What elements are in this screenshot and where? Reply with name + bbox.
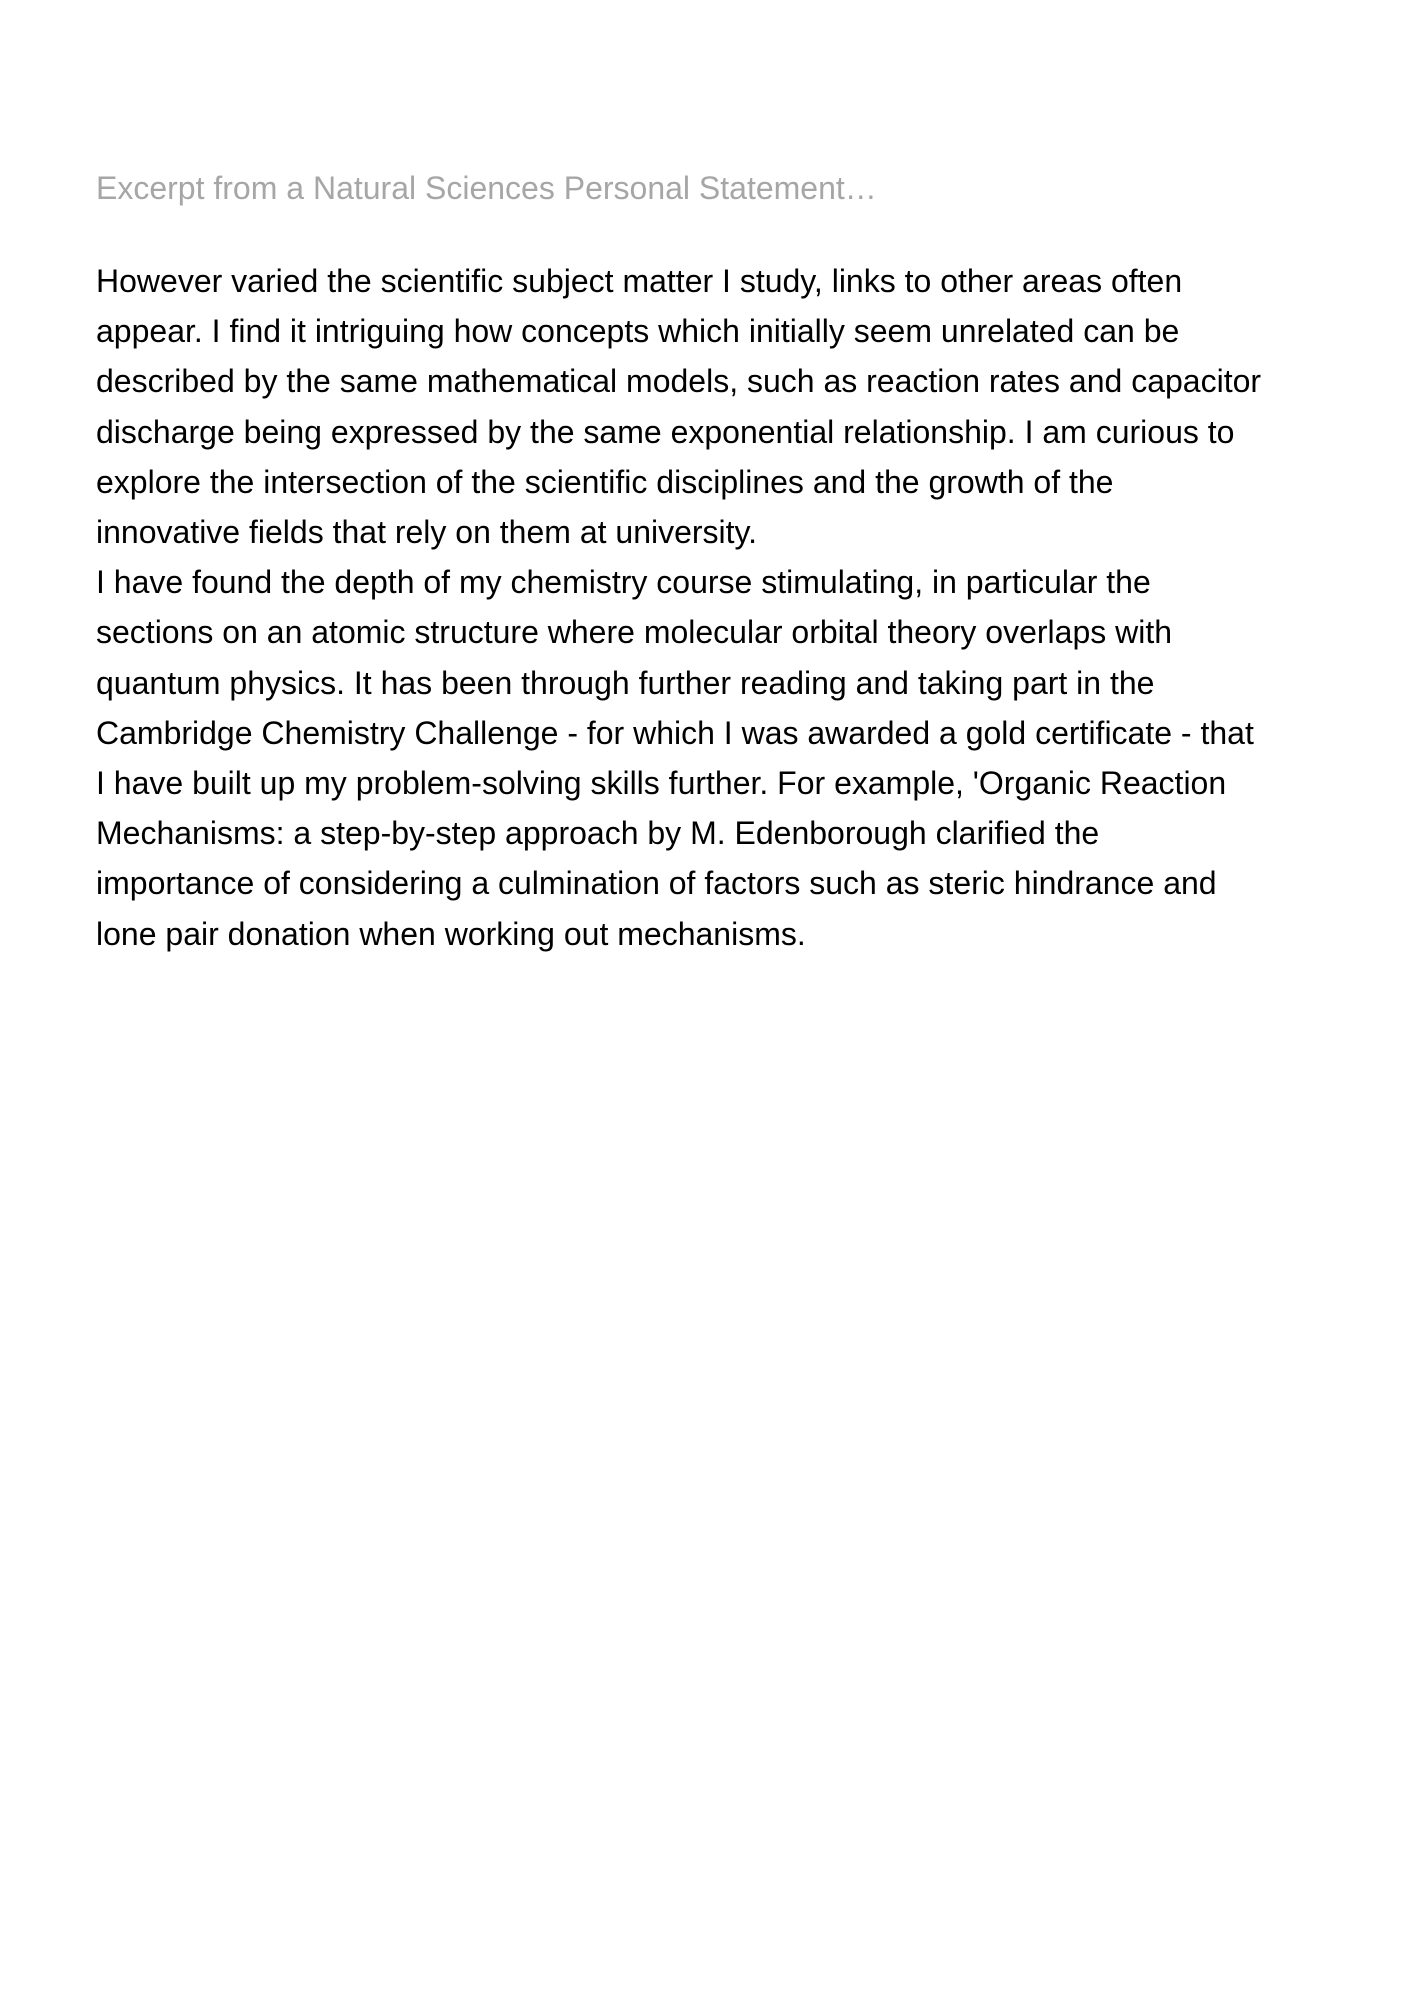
document-page bbox=[96, 164, 1356, 959]
statement-line: innovative fields that rely on them at university. bbox=[96, 514, 758, 551]
excerpt-heading: Excerpt from a Natural Sciences Personal Statement… bbox=[96, 170, 877, 206]
statement-line: lone pair donation when working out mechanisms. bbox=[96, 915, 806, 952]
statement-line: sections on an atomic structure where molecular orbital theory overlaps with bbox=[96, 614, 1173, 651]
statement-line: I have found the depth of my chemistry course stimulating, in particular the bbox=[96, 564, 1151, 601]
statement-line: I have built up my problem-solving skills further. For example, 'Organic Reaction bbox=[96, 765, 1227, 802]
statement-line: discharge being expressed by the same exponential relationship. I am curious to bbox=[96, 413, 1235, 450]
statement-line: appear. I find it intriguing how concepts which initially seem unrelated can be bbox=[96, 313, 1180, 350]
statement-line: Cambridge Chemistry Challenge - for which I was awarded a gold certificate - that bbox=[96, 714, 1254, 751]
statement-body bbox=[96, 256, 1356, 959]
statement-line: Mechanisms: a step-by-step approach by M. Edenborough clarified the bbox=[96, 815, 1100, 852]
statement-line: explore the intersection of the scientific disciplines and the growth of the bbox=[96, 463, 1114, 500]
statement-line: quantum physics. It has been through further reading and taking part in the bbox=[96, 664, 1155, 701]
statement-line: described by the same mathematical models, such as reaction rates and capacitor bbox=[96, 363, 1262, 400]
statement-line: However varied the scientific subject matter I study, links to other areas often bbox=[96, 263, 1183, 299]
statement-line: importance of considering a culmination of factors such as steric hindrance and bbox=[96, 865, 1217, 902]
